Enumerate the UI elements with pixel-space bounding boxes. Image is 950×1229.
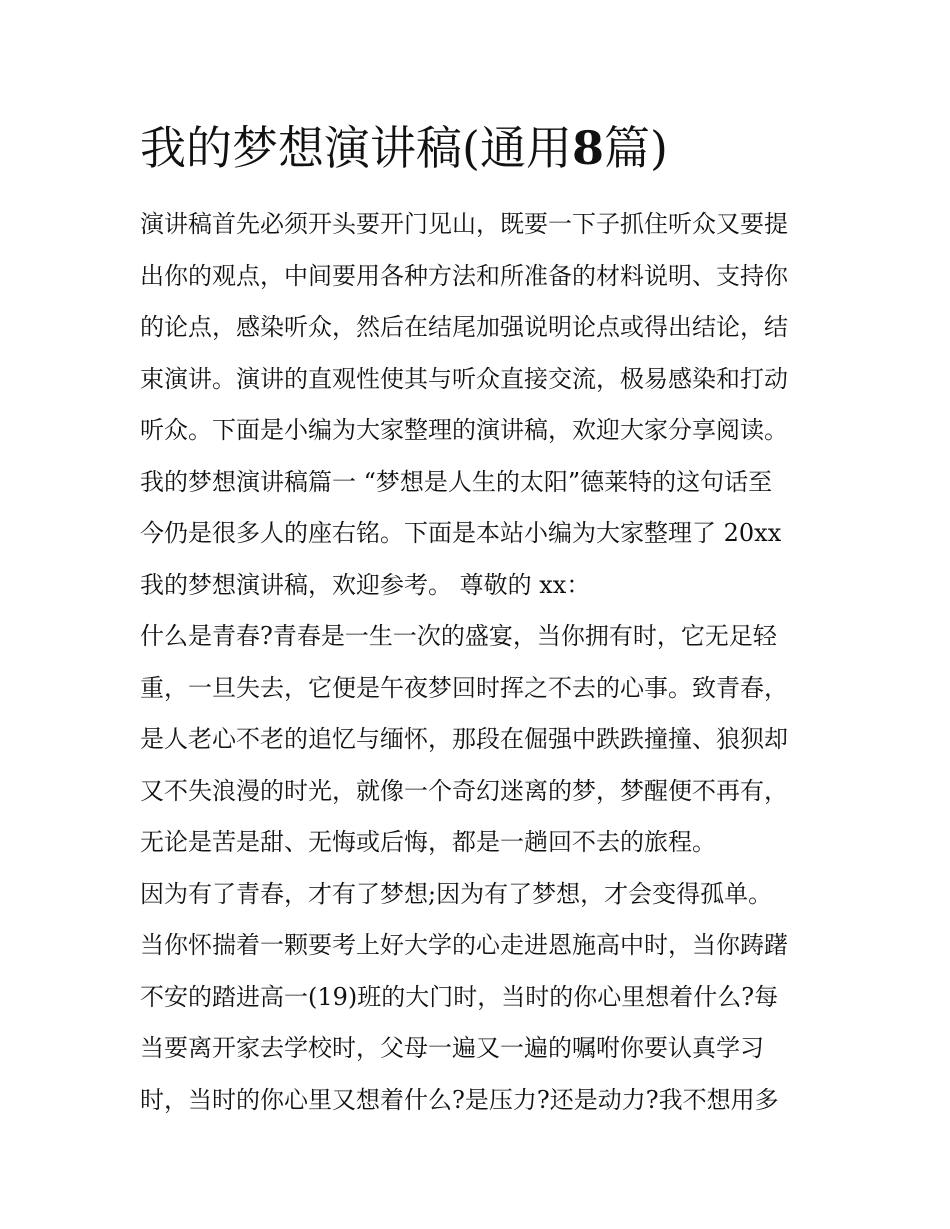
body-line: 演讲稿首先必须开头要开门见山，既要一下子抓住听众又要提 (140, 210, 788, 238)
body-line: 我的梦想演讲稿篇一 “梦想是人生的太阳”德莱特的这句话至 (140, 467, 773, 496)
body-line: 重，一旦失去，它便是午夜梦回时挥之不去的心事。致青春， (140, 673, 788, 702)
body-line: 出你的观点，中间要用各种方法和所准备的材料说明、支持你 (140, 261, 788, 290)
body-line: 的论点，感染听众，然后在结尾加强说明论点或得出结论，结 (140, 313, 788, 341)
document-body (140, 199, 820, 1126)
body-line: 听众。下面是小编为大家整理的演讲稿，欢迎大家分享阅读。 (140, 416, 788, 444)
body-line: 当要离开家去学校时，父母一遍又一遍的嘱咐你要认真学习 (140, 1034, 764, 1062)
body-line: 又不失浪漫的时光，就像一个奇幻迷离的梦，梦醒便不再有， (140, 776, 788, 805)
body-line: 今仍是很多人的座右铭。下面是本站小编为大家整理了 20xx (140, 519, 782, 547)
body-line: 因为有了青春，才有了梦想;因为有了梦想，才会变得孤单。 (140, 879, 773, 908)
page-title (140, 118, 668, 178)
body-line: 是人老心不老的追忆与缅怀，那段在倔强中跌跌撞撞、狼狈却 (140, 725, 788, 753)
body-line: 束演讲。演讲的直观性使其与听众直接交流，极易感染和打动 (140, 364, 788, 393)
title-number: 8 (571, 121, 604, 175)
body-line: 什么是青春?青春是一生一次的盛宴，当你拥有时，它无足轻 (140, 622, 777, 650)
body-line: 时，当时的你心里又想着什么?是压力?还是动力?我不想用多 (140, 1085, 779, 1114)
body-line: 我的梦想演讲稿，欢迎参考。 尊敬的 xx： (140, 570, 591, 599)
body-line: 当你怀揣着一颗要考上好大学的心走进恩施高中时，当你踌躇 (140, 931, 788, 959)
title-text: 我的梦想演讲稿(通用 (140, 121, 572, 175)
title-suffix: 篇) (603, 121, 668, 175)
body-line: 无论是苦是甜、无悔或后悔，都是一趟回不去的旅程。 (140, 828, 716, 856)
body-line: 不安的踏进高一(19)班的大门时，当时的你心里想着什么?每 (140, 982, 779, 1011)
